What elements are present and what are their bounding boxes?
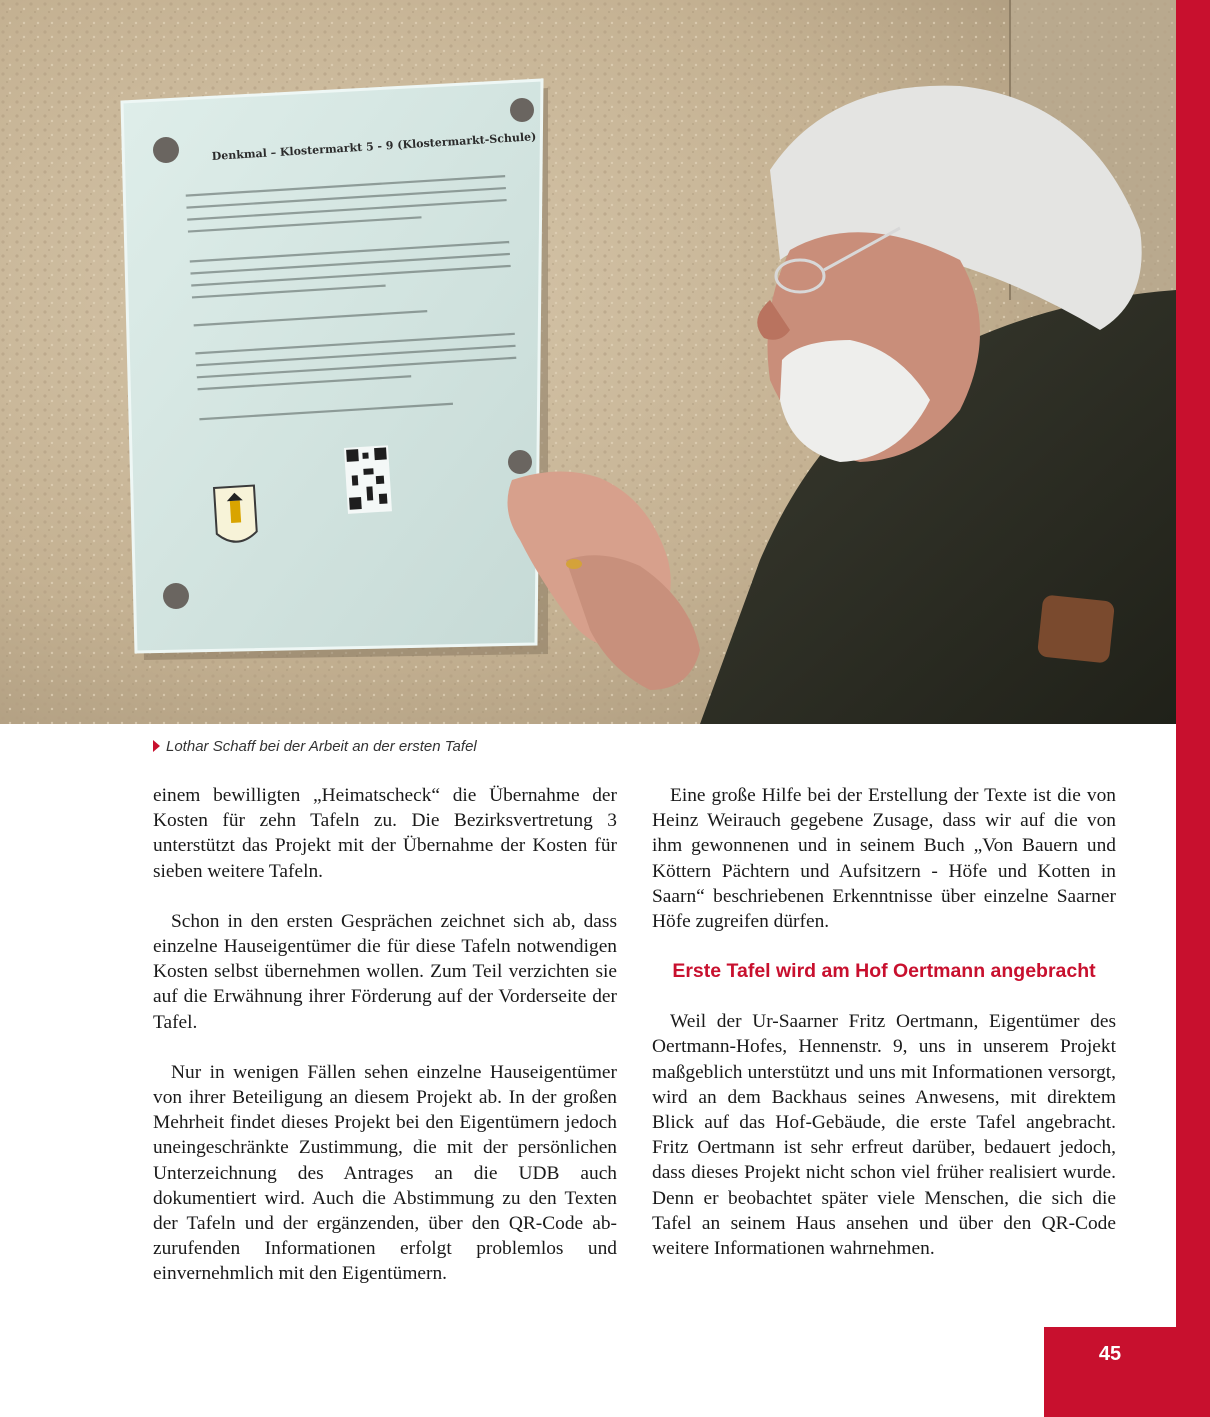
left-paragraph-2: Schon in den ersten Gesprächen zeichnet sich ab, dass einzelne Hauseigentümer die für diese Tafeln notwendigen Kosten selbst übernehmen wollen. Zum Teil verzichten sie auf die Erwähnung ihrer Förderung auf der Vorderseite der Tafel.	[153, 910, 617, 1033]
right-paragraph-1: Eine große Hilfe bei der Erstellung der Texte ist die von Heinz Weirauch gegebene Zusage, dass wir auf die von ihm gewonnenen und in seinem Buch „Von Bauern und Köttern Pächtern und Aufsitzern - Höfe und Kotten in Saarn“ beschriebenen Erkenntnisse über einzelne Saarner Höfe zugreifen dürfen.	[652, 785, 1116, 933]
plaque-screw	[153, 137, 179, 163]
left-paragraph-1: einem bewilligten „Heimatscheck“ die Übernahme der Kosten für zehn Tafeln zu. Die Bezirksvertretung 3 unterstützt das Projekt mit der Übernahme der Kosten für sieben weitere Tafeln.	[153, 785, 617, 882]
caption-arrow-icon	[153, 740, 160, 752]
photo-illustration	[0, 0, 1176, 724]
left-column	[153, 783, 617, 1287]
right-paragraph-2: Weil der Ur-Saarner Fritz Oertmann, Eigentümer des Oertmann-Hofes, Hennenstr. 9, uns in unserem Projekt maßgeblich unterstützt und uns mit Informationen versorgt, wird an dem Backhaus seines Anwesens, mit direktem Blick auf das Hof-Gebäude, die erste Tafel angebracht. Fritz Oertmann ist sehr erfreut darüber, bedauert jedoch, dass dieses Projekt nicht schon viel früher realisiert wurde. Denn er beobachtet später viele Menschen, die sich die Tafel an seinem Haus ansehen und über den QR-Code weitere Informationen wahrnehmen.	[652, 1011, 1116, 1260]
photo-caption	[153, 736, 477, 756]
caption-text: Lothar Schaff bei der Arbeit an der ersten Tafel	[166, 737, 477, 755]
right-column	[652, 783, 1116, 1261]
plaque-screw	[508, 450, 532, 474]
page-number-text: 45	[1098, 1343, 1122, 1365]
coat-of-arms	[214, 486, 257, 543]
page-number	[1044, 1327, 1176, 1417]
qr-code	[344, 445, 392, 514]
plaque-screw	[163, 583, 189, 609]
glass-plaque	[122, 80, 542, 652]
wedding-ring	[566, 559, 582, 569]
jacket-patch	[1037, 594, 1115, 663]
plaque-title: Denkmal – Klostermarkt 5 - 9 (Klostermarkt-Schule)	[211, 130, 537, 163]
left-paragraph-3: Nur in wenigen Fällen sehen einzelne Hauseigentümer von ihrer Beteiligung an diesem Projekt ab. In der großen Mehrheit findet dieses Projekt bei den Eigentümern jedoch uneingeschränkte Zustimmung, die mit der persönlichen Unterzeichnung des Antrages an die UDB auch dokumentiert wird. Auch die Abstimmung zu den Texten der Tafeln und der ergänzenden, über den QR-Code abzurufenden Informationen erfolgt problemlos und einvernehmlich mit den Eigentümern.	[153, 1061, 617, 1285]
edge-stripe	[1176, 0, 1210, 1417]
section-heading: Erste Tafel wird am Hof Oertmann angebracht	[672, 960, 1096, 983]
plaque-screw	[510, 98, 534, 122]
photo	[0, 0, 1176, 724]
